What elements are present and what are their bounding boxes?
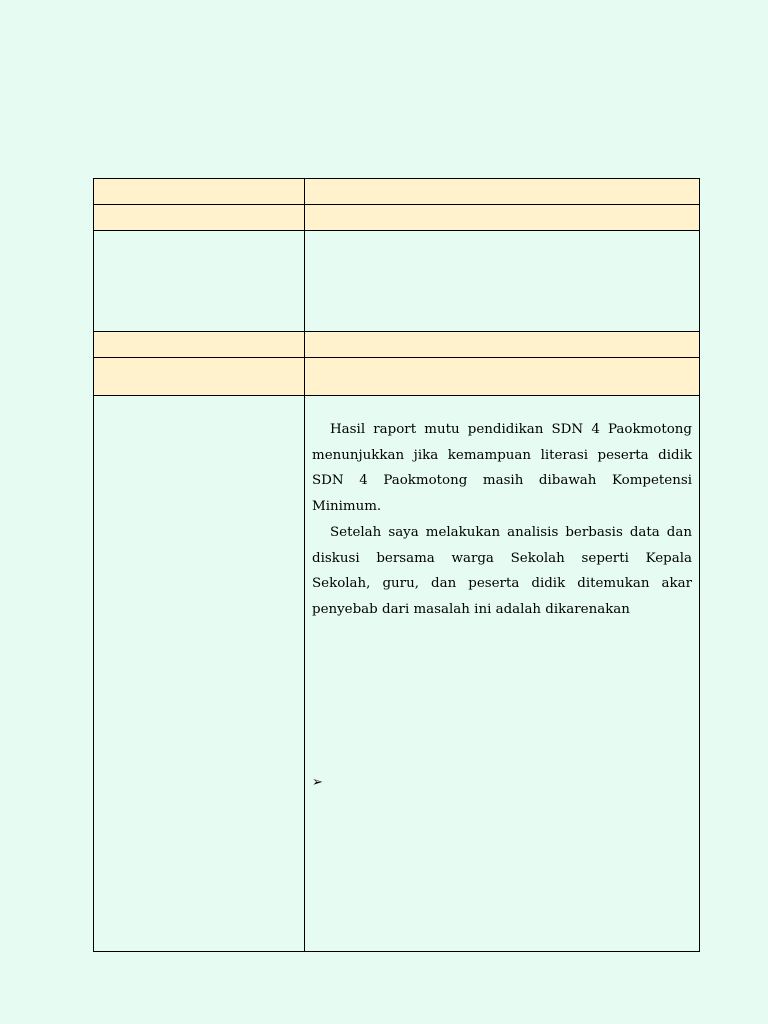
arrowhead-bullet-icon: ➢ xyxy=(312,775,323,790)
row-divider xyxy=(94,331,699,332)
row-4-value-cell xyxy=(305,332,699,357)
row-5-label-cell xyxy=(94,358,304,395)
row-4-label-cell xyxy=(94,332,304,357)
bullet-item xyxy=(312,775,323,791)
column-divider xyxy=(304,179,305,951)
row-6-label-cell xyxy=(94,396,304,951)
row-3-label-cell xyxy=(94,231,304,331)
row-1-label-cell xyxy=(94,179,304,204)
row-divider xyxy=(94,395,699,396)
row-2-label-cell xyxy=(94,205,304,230)
row-divider xyxy=(94,204,699,205)
row-divider xyxy=(94,230,699,231)
analysis-text-block xyxy=(312,417,692,623)
row-2-value-cell xyxy=(305,205,699,230)
row-1-value-cell xyxy=(305,179,699,204)
paragraph-raport-mutu: Hasil raport mutu pendidikan SDN 4 Paokmotong menunjukkan jika kemampuan literasi peserta didik SDN 4 Paokmotong masih dibawah Kompetensi Minimum. xyxy=(312,422,692,515)
row-divider xyxy=(94,357,699,358)
row-5-value-cell xyxy=(305,358,699,395)
paragraph-analisis: Setelah saya melakukan analisis berbasis data dan diskusi bersama warga Sekolah seperti Kepala Sekolah, guru, dan peserta didik ditemukan akar penyebab dari masalah ini adalah dikarenakan xyxy=(312,524,692,617)
form-table xyxy=(93,178,700,952)
row-3-value-cell xyxy=(305,231,699,331)
